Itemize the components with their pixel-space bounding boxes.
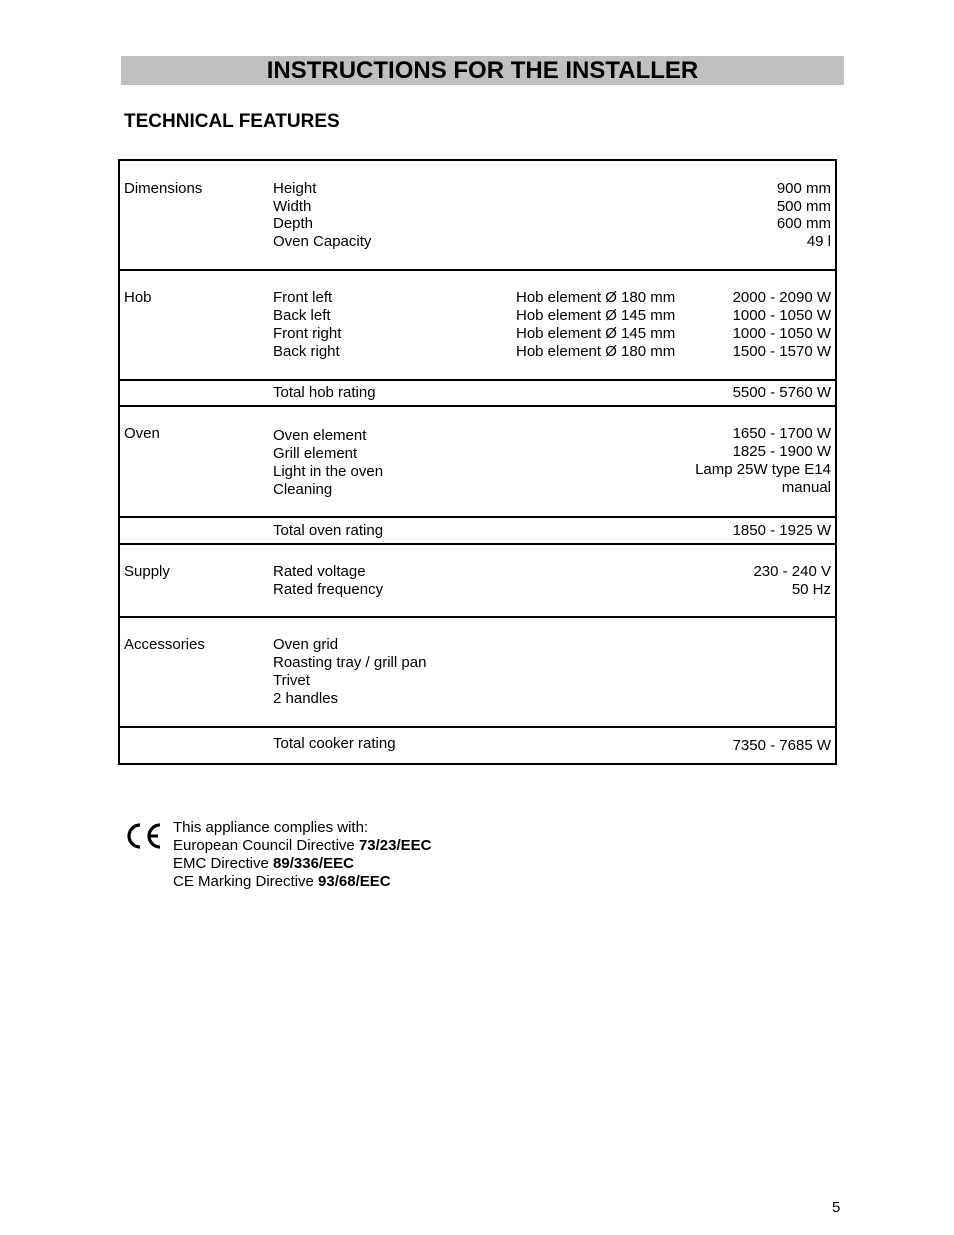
hob-item: Back left (273, 307, 331, 324)
hob-item: Front right (273, 325, 342, 342)
compliance-intro: This appliance complies with: (173, 819, 369, 836)
supply-item: Rated voltage (273, 563, 366, 580)
dimension-value: 49 l (806, 233, 831, 250)
hob-element-desc: Hob element Ø 145 mm (516, 307, 676, 324)
row-divider (120, 726, 835, 728)
accessory-item: 2 handles (273, 690, 339, 707)
accessory-item: Trivet (273, 672, 310, 689)
directive-line (173, 837, 431, 855)
row-divider (120, 405, 835, 407)
hob-item: Back right (273, 343, 340, 360)
dimension-value: 900 mm (776, 180, 831, 197)
dimension-item: Width (273, 198, 312, 215)
supply-label: Supply (124, 563, 170, 580)
oven-value: 1650 - 1700 W (732, 425, 831, 442)
oven-item: Oven element (273, 427, 367, 444)
row-divider (120, 516, 835, 518)
page-title: INSTRUCTIONS FOR THE INSTALLER (121, 56, 844, 85)
hob-element-desc: Hob element Ø 180 mm (516, 289, 676, 306)
directive-code: 93/68/EEC (318, 873, 391, 890)
oven-value: 1825 - 1900 W (732, 443, 831, 460)
accessory-item: Oven grid (273, 636, 339, 653)
directive-code: 89/336/EEC (273, 855, 354, 872)
oven-value: manual (781, 479, 831, 496)
total-oven-label: Total oven rating (273, 522, 384, 539)
oven-label: Oven (124, 425, 160, 442)
oven-item: Cleaning (273, 481, 333, 498)
row-divider (120, 543, 835, 545)
total-oven-value: 1850 - 1925 W (732, 522, 831, 539)
total-hob-value: 5500 - 5760 W (732, 384, 831, 401)
directive-label: CE Marking Directive (173, 873, 314, 890)
directive-line (173, 873, 431, 891)
accessory-item: Roasting tray / grill pan (273, 654, 427, 671)
hob-value: 2000 - 2090 W (732, 289, 831, 306)
row-divider (120, 616, 835, 618)
oven-item: Light in the oven (273, 463, 384, 480)
supply-value: 50 Hz (791, 581, 831, 598)
hob-value: 1500 - 1570 W (732, 343, 831, 360)
directive-label: European Council Directive (173, 837, 355, 854)
page-number: 5 (832, 1199, 841, 1216)
dimension-value: 500 mm (776, 198, 831, 215)
dimension-item: Depth (273, 215, 314, 232)
section-title: TECHNICAL FEATURES (124, 111, 340, 132)
hob-element-desc: Hob element Ø 180 mm (516, 343, 676, 360)
row-divider (120, 379, 835, 381)
oven-item: Grill element (273, 445, 358, 462)
hob-label: Hob (124, 289, 152, 306)
row-divider (120, 269, 835, 271)
hob-element-desc: Hob element Ø 145 mm (516, 325, 676, 342)
directive-label: EMC Directive (173, 855, 269, 872)
dimension-value: 600 mm (776, 215, 831, 232)
directive-code: 73/23/EEC (358, 837, 432, 854)
oven-value: Lamp 25W type E14 (695, 461, 831, 478)
hob-value: 1000 - 1050 W (732, 325, 831, 342)
supply-value: 230 - 240 V (753, 563, 831, 580)
total-cooker-value: 7350 - 7685 W (732, 737, 831, 754)
accessories-label: Accessories (124, 636, 205, 653)
total-cooker-label: Total cooker rating (273, 735, 396, 752)
hob-value: 1000 - 1050 W (732, 307, 831, 324)
dimension-item: Oven Capacity (273, 233, 372, 250)
ce-mark-icon (123, 820, 165, 852)
supply-item: Rated frequency (273, 581, 384, 598)
dimensions-label: Dimensions (124, 180, 203, 197)
total-hob-label: Total hob rating (273, 384, 376, 401)
dimension-item: Height (273, 180, 317, 197)
hob-item: Front left (273, 289, 333, 306)
technical-features-table (118, 159, 837, 765)
compliance-statement (173, 819, 431, 891)
directive-line (173, 855, 431, 873)
